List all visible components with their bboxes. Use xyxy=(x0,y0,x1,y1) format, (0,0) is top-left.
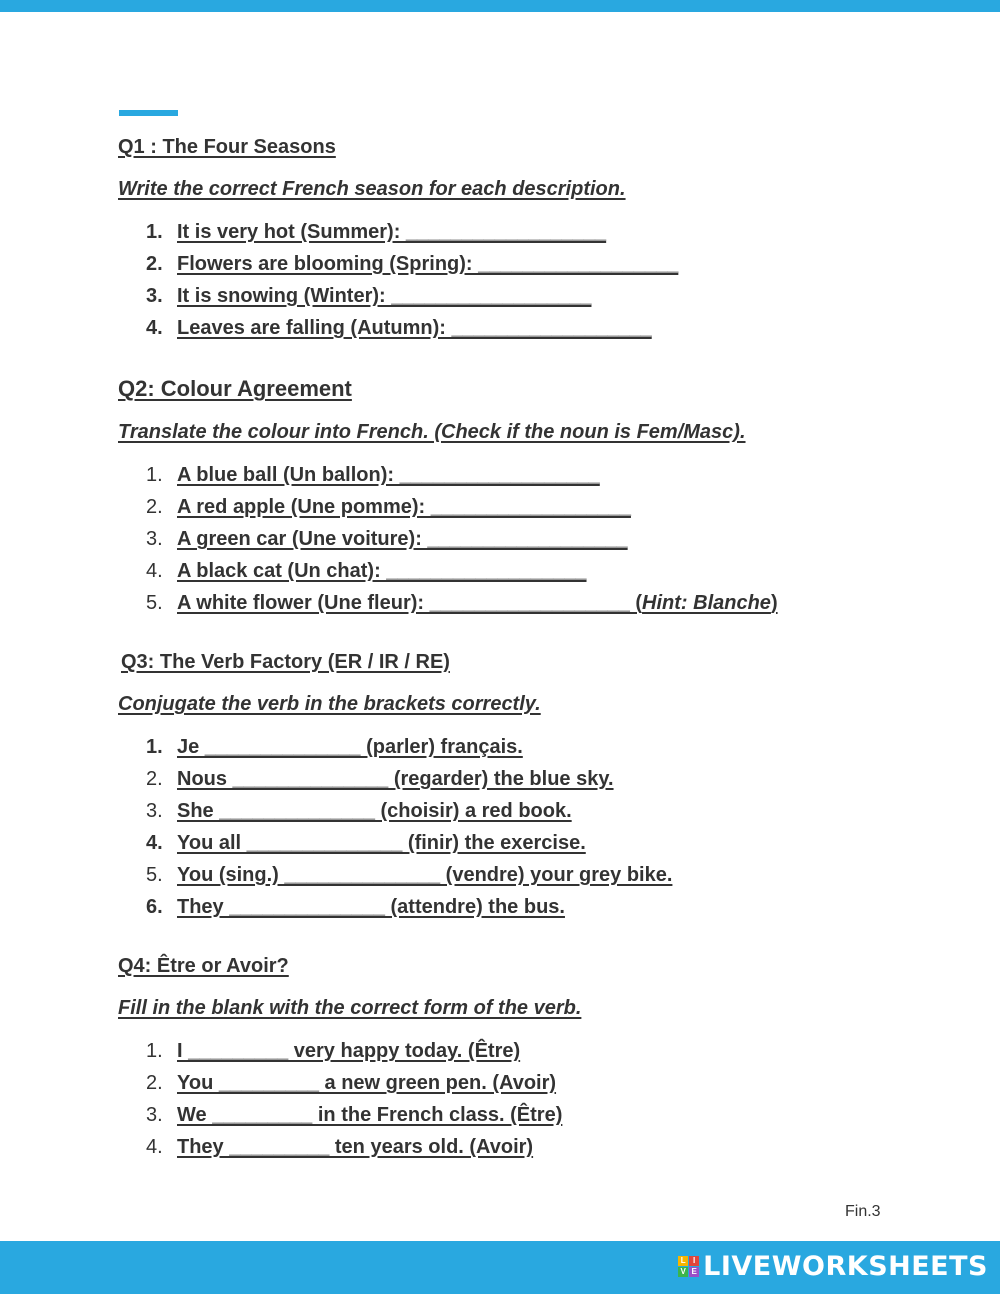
item-number: 2. xyxy=(146,1072,163,1094)
item-number: 3. xyxy=(146,285,163,307)
item-text[interactable]: They _________ ten years old. (Avoir) xyxy=(177,1136,534,1158)
item-text[interactable]: A red apple (Une pomme): __________________ xyxy=(177,496,631,518)
item-text[interactable]: She ______________ (choisir) a red book. xyxy=(177,800,572,822)
item-text[interactable]: Je ______________ (parler) français. xyxy=(177,736,523,758)
item-text[interactable]: Nous ______________ (regarder) the blue sky. xyxy=(177,768,614,790)
item-text[interactable]: Leaves are falling (Autumn): __________________ xyxy=(177,317,652,339)
accent-line xyxy=(119,110,178,116)
q4-title: Q4: Être or Avoir? xyxy=(118,955,289,977)
item-number: 4. xyxy=(146,317,163,339)
hint-close: ) xyxy=(770,592,778,614)
item-text[interactable]: I _________ very happy today. (Être) xyxy=(177,1040,521,1062)
item-number: 1. xyxy=(146,464,163,486)
logo-text: LIVEWORKSHEETS xyxy=(703,1251,988,1282)
q4-instruction: Fill in the blank with the correct form of the verb. xyxy=(118,997,582,1019)
page-code: Fin.3 xyxy=(845,1203,881,1220)
item-text[interactable]: A green car (Une voiture): __________________ xyxy=(177,528,628,550)
item-number: 4. xyxy=(146,560,163,582)
item-text[interactable]: You _________ a new green pen. (Avoir) xyxy=(177,1072,557,1094)
item-number: 4. xyxy=(146,1136,163,1158)
item-number: 2. xyxy=(146,496,163,518)
q1-instruction: Write the correct French season for each description. xyxy=(118,178,626,200)
item-number: 1. xyxy=(146,221,163,243)
liveworksheets-logo[interactable] xyxy=(678,1251,988,1282)
q3-title: Q3: The Verb Factory (ER / IR / RE) xyxy=(121,651,450,673)
logo-mark-e: E xyxy=(689,1267,699,1277)
q1-title: Q1 : The Four Seasons xyxy=(118,136,336,158)
item-number: 1. xyxy=(146,1040,163,1062)
item-text-main: A white flower (Une fleur): __________________ ( xyxy=(177,592,643,614)
item-number: 5. xyxy=(146,864,163,886)
q3-instruction: Conjugate the verb in the brackets correctly. xyxy=(118,693,541,715)
item-text[interactable]: A black cat (Un chat): __________________ xyxy=(177,560,587,582)
q2-title: Q2: Colour Agreement xyxy=(118,376,352,401)
item-number: 5. xyxy=(146,592,163,614)
item-text[interactable]: You all ______________ (finir) the exercise. xyxy=(177,832,586,854)
item-number: 3. xyxy=(146,1104,163,1126)
item-text[interactable] xyxy=(177,587,778,619)
item-number: 4. xyxy=(146,832,163,854)
logo-mark-i: I xyxy=(689,1256,699,1266)
footer-banner xyxy=(0,1241,1000,1294)
item-number: 6. xyxy=(146,896,163,918)
q2-instruction: Translate the colour into French. (Check if the noun is Fem/Masc). xyxy=(118,421,746,443)
item-text[interactable]: You (sing.) ______________ (vendre) your grey bike. xyxy=(177,864,673,886)
logo-mark-icon xyxy=(678,1256,699,1277)
item-number: 3. xyxy=(146,528,163,550)
item-text[interactable]: It is very hot (Summer): __________________ xyxy=(177,221,607,243)
item-number: 2. xyxy=(146,768,163,790)
hint-text: Hint: Blanche xyxy=(642,592,771,614)
item-number: 2. xyxy=(146,253,163,275)
item-text[interactable]: A blue ball (Un ballon): __________________ xyxy=(177,464,600,486)
item-text[interactable]: Flowers are blooming (Spring): __________________ xyxy=(177,253,679,275)
logo-mark-v: V xyxy=(678,1267,688,1277)
item-text[interactable]: It is snowing (Winter): __________________ xyxy=(177,285,592,307)
item-number: 3. xyxy=(146,800,163,822)
item-number: 1. xyxy=(146,736,163,758)
logo-mark-l: L xyxy=(678,1256,688,1266)
item-text[interactable]: They ______________ (attendre) the bus. xyxy=(177,896,565,918)
item-text[interactable]: We _________ in the French class. (Être) xyxy=(177,1104,563,1126)
top-banner xyxy=(0,0,1000,12)
